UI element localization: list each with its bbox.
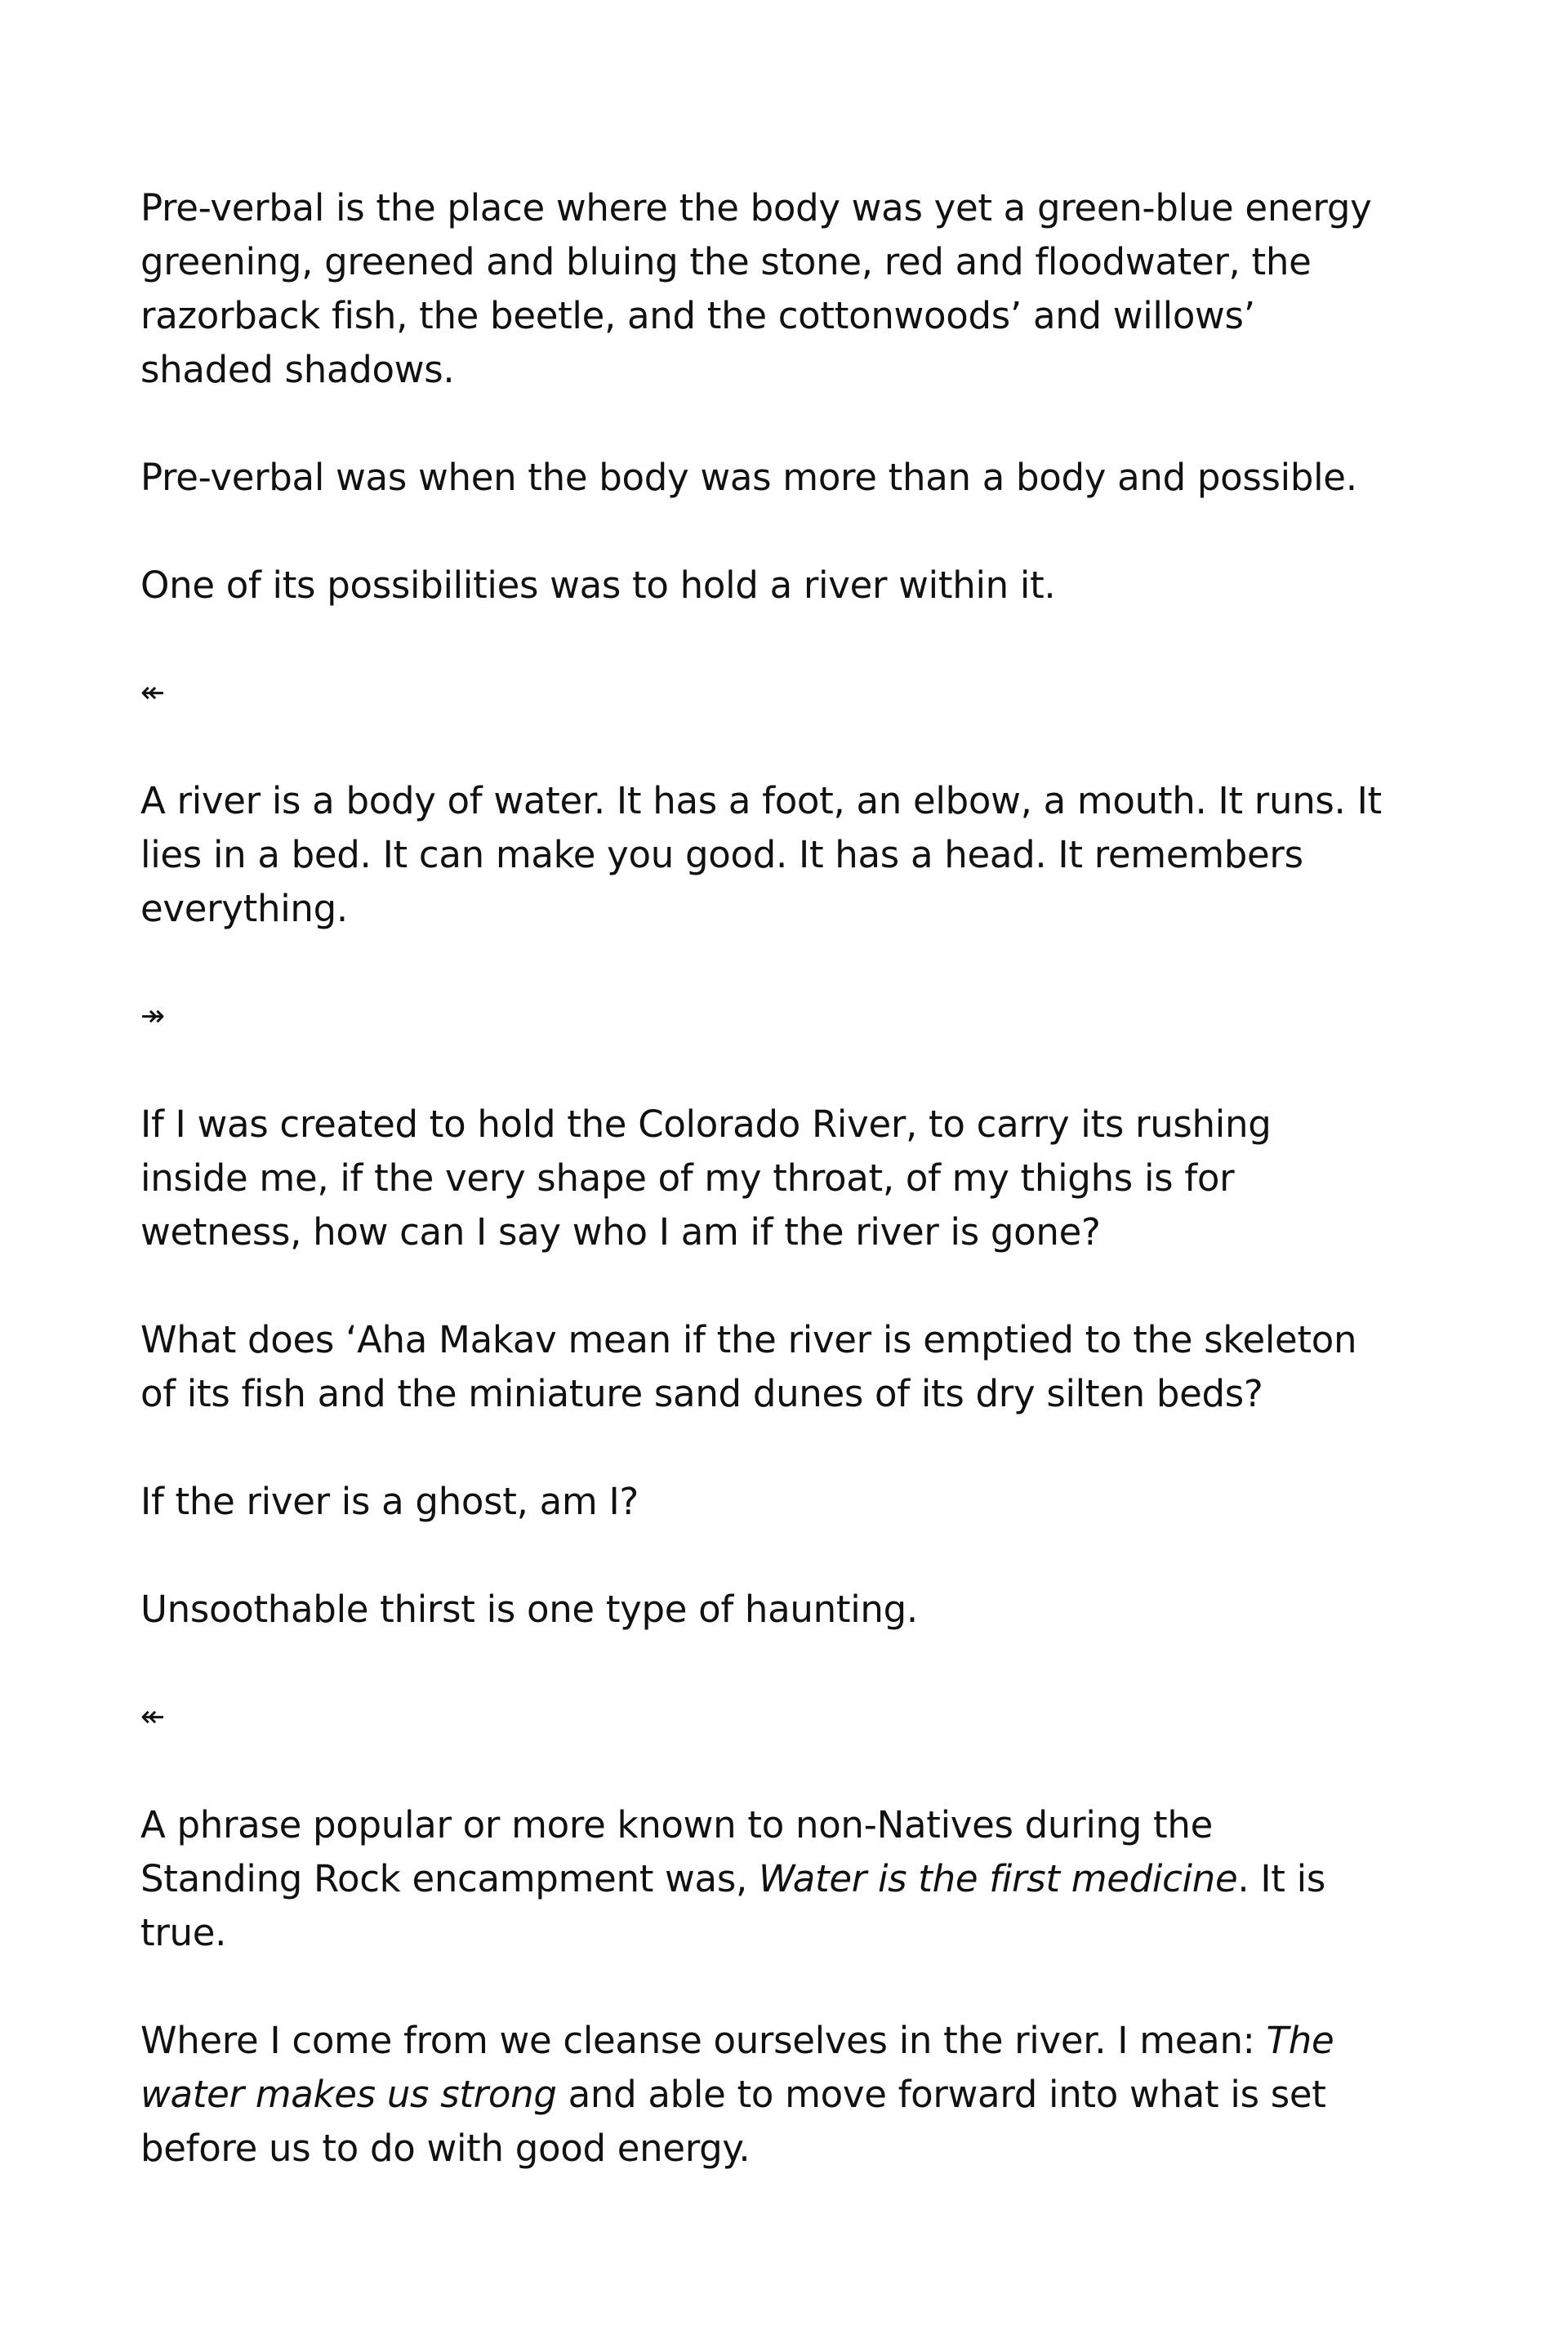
- paragraph-gap: [140, 397, 1382, 451]
- section-divider-left-arrow-icon: ↞: [140, 676, 166, 710]
- paragraph-possibilities: One of its possibilities was to hold a river within it.: [140, 564, 1056, 607]
- paragraph-aha-makav: What does ‘Aha Makav mean if the river is emptied to the skeleton of its fish and the miniature sand dunes of its dry silten beds?: [140, 1318, 1357, 1415]
- paragraph-preverbal-when: Pre-verbal was when the body was more than a body and possible.: [140, 456, 1357, 499]
- paragraph-gap: [140, 936, 1382, 990]
- paragraph-gap: [140, 720, 1382, 774]
- text-run: Where I come from we cleanse ourselves in the river. I mean:: [140, 2019, 1267, 2062]
- section-divider-left-arrow-icon: ↞: [140, 1700, 166, 1734]
- paragraph-gap: [140, 1259, 1382, 1313]
- paragraph-cleanse: [140, 2014, 1382, 2176]
- paragraph-gap: [140, 1421, 1382, 1475]
- section-divider-right-arrow-icon: ↠: [140, 1000, 166, 1033]
- paragraph-preverbal-place: Pre-verbal is the place where the body was yet a green-blue energy greening, greened and bluing the stone, red and floodwater, the razorback fish, the beetle, and the cottonwoods’ and willows’ shaded shadows.: [140, 186, 1372, 391]
- poem-page: [140, 181, 1382, 2176]
- text-run: and able to move forward into what is set before us to do with good energy.: [140, 2073, 1326, 2170]
- italic-phrase: Water is the first medicine: [759, 1857, 1238, 1900]
- paragraph-river-body: A river is a body of water. It has a foot, an elbow, a mouth. It runs. It lies in a bed. It can make you good. It has a head. It remembers everything.: [140, 779, 1382, 930]
- paragraph-colorado-river: If I was created to hold the Colorado River, to carry its rushing inside me, if the very shape of my throat, of my thighs is for wetness, how can I say who I am if the river is gone?: [140, 1102, 1272, 1254]
- paragraph-gap: [140, 612, 1382, 666]
- paragraph-gap: [140, 505, 1382, 559]
- text-run: A phrase popular or more known to non-Natives during the Standing Rock encampment was,: [140, 1803, 1213, 1900]
- paragraph-thirst: Unsoothable thirst is one type of haunting.: [140, 1588, 918, 1631]
- paragraph-gap: [140, 1637, 1382, 1690]
- paragraph-standing-rock: [140, 1798, 1382, 1960]
- paragraph-gap: [140, 1960, 1382, 2014]
- paragraph-gap: [140, 1744, 1382, 1798]
- text-run: . It is true.: [140, 1857, 1326, 1954]
- paragraph-gap: [140, 1044, 1382, 1098]
- paragraph-gap: [140, 1529, 1382, 1583]
- italic-phrase: The water makes us strong: [140, 2019, 1334, 2116]
- paragraph-ghost: If the river is a ghost, am I?: [140, 1480, 639, 1523]
